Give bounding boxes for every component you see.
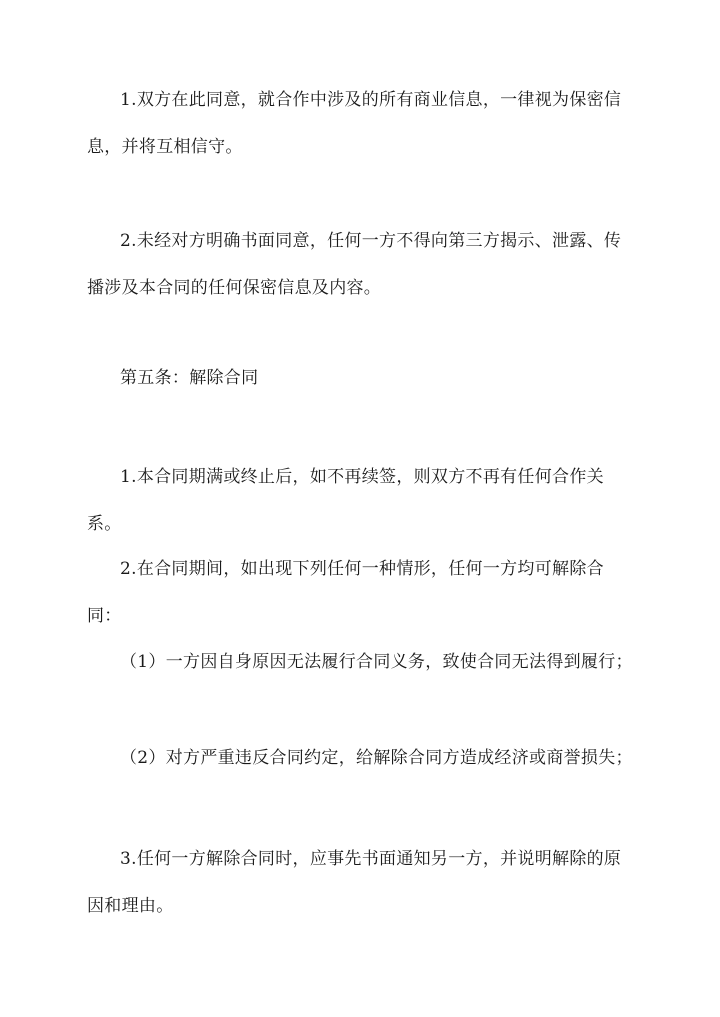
termination-clause-2: 2.在合同期间，如出现下列任何一种情形，任何一方均可解除合同： (87, 559, 604, 626)
termination-condition-1: （1）一方因自身原因无法履行合同义务，致使合同无法得到履行； (120, 652, 633, 672)
confidentiality-clause-2: 2.未经对方明确书面同意，任何一方不得向第三方揭示、泄露、传播涉及本合同的任何保密信息及内容。 (87, 231, 622, 298)
confidentiality-clause-1: 1.双方在此同意，就合作中涉及的所有商业信息，一律视为保密信息，并将互相信守。 (87, 90, 622, 157)
termination-clause-3: 3.任何一方解除合同时，应事先书面通知另一方，并说明解除的原因和理由。 (87, 849, 622, 916)
section-heading-termination: 第五条：解除合同 (120, 368, 259, 388)
termination-clause-1: 1.本合同期满或终止后，如不再续签，则双方不再有任何合作关系。 (87, 467, 604, 534)
termination-condition-2: （2）对方严重违反合同约定，给解除合同方造成经济或商誉损失； (120, 748, 633, 768)
